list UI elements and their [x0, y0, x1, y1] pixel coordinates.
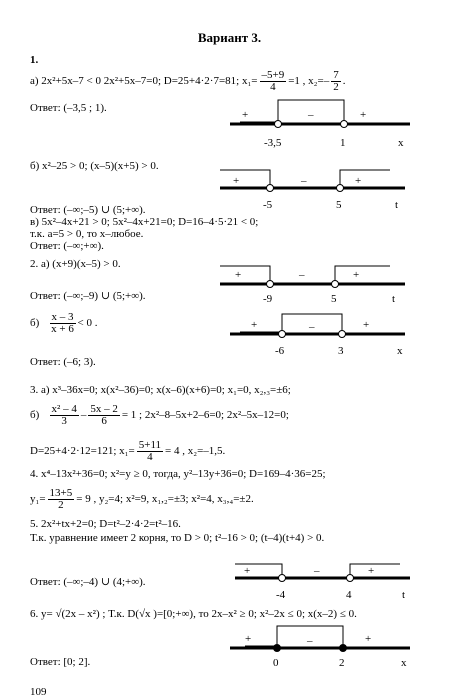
- sign-plus: +: [355, 175, 362, 187]
- problem-3d-line: [30, 440, 225, 463]
- sign-plus: +: [251, 319, 258, 331]
- problem-3a-line: 3. а) x³–36x=0; x(x²–36)=0; x(x–6)(x+6)=0; x₁=0, x₂,₃=±6;: [30, 384, 291, 396]
- sign-bracket: [245, 626, 343, 646]
- point-label: 4: [346, 589, 352, 601]
- closed-point: [274, 645, 281, 652]
- problem-2a-line: 2. а) (x+9)(x–5) > 0.: [30, 258, 121, 270]
- sign-minus: –: [301, 175, 307, 187]
- point-label: -6: [275, 345, 285, 357]
- sign-plus: +: [353, 269, 360, 281]
- fraction-num: x² – 4: [51, 403, 77, 415]
- minus-sign: –: [80, 409, 87, 422]
- fraction-3b-1: [50, 404, 79, 427]
- problem-2b-prefix: б): [30, 317, 40, 330]
- point-label: -3,5: [264, 137, 282, 149]
- number-line-3: [215, 258, 415, 308]
- fraction-den: 2: [58, 499, 64, 511]
- sign-plus: +: [245, 633, 252, 645]
- point-label: 3: [338, 345, 344, 357]
- sign-minus: –: [299, 269, 305, 281]
- sign-plus: +: [244, 565, 251, 577]
- problem-2b-suffix: < 0 .: [77, 317, 98, 330]
- fraction-4: [48, 488, 75, 511]
- sign-bracket: [350, 564, 400, 578]
- point-label: 2: [339, 657, 345, 669]
- page-number: 109: [30, 686, 47, 698]
- problem-1a-answer: Ответ: (–3,5 ; 1).: [30, 102, 107, 114]
- fraction-den: 4: [270, 81, 276, 93]
- sign-minus: –: [307, 635, 313, 647]
- sign-plus: +: [235, 269, 242, 281]
- number-line-4: [225, 308, 415, 362]
- open-point: [267, 185, 274, 192]
- problem-6-answer: Ответ: [0; 2].: [30, 656, 91, 668]
- fraction-den: 3: [61, 415, 67, 427]
- open-point: [279, 575, 286, 582]
- problem-4-y1: y₁=: [30, 493, 46, 506]
- point-label: 1: [340, 137, 346, 149]
- sign-bracket: [335, 266, 390, 283]
- variable-label: t: [395, 199, 399, 211]
- variable-label: x: [398, 137, 404, 149]
- problem-3b-rest: = 1 ; 2x²–8–5x+2–6=0; 2x²–5x–12=0;: [121, 409, 289, 422]
- sign-plus: +: [233, 175, 240, 187]
- problem-5-line1: 5. 2x²+tx+2=0; D=t²–2·4·2=t²–16.: [30, 518, 181, 530]
- point-label: 5: [336, 199, 342, 211]
- fraction-num: 5x – 2: [90, 403, 118, 415]
- problem-2b-line: [30, 312, 97, 335]
- open-point: [267, 281, 274, 288]
- open-point: [332, 281, 339, 288]
- fraction-num: –5+9: [261, 69, 285, 81]
- problem-1v-line: в) 5x²–4x+21 > 0; 5x²–4x+21=0; D=16–4·5·21 < 0;: [30, 216, 259, 228]
- number-line-2: [215, 162, 415, 212]
- point-label: 0: [273, 657, 279, 669]
- sign-bracket: [220, 266, 270, 283]
- open-point: [279, 331, 286, 338]
- problem-1b-line: б) x²–25 > 0; (x–5)(x+5) > 0.: [30, 160, 159, 172]
- problem-1a-end: .: [342, 75, 346, 88]
- sign-minus: –: [314, 565, 320, 577]
- sign-bracket: [235, 564, 282, 578]
- problem-1v-line2: т.к. a=5 > 0, то x–любое.: [30, 228, 144, 240]
- variant-title: Вариант 3.: [197, 30, 262, 45]
- variable-label: x: [397, 345, 403, 357]
- problem-3d-rest: = 4 , x₂=–1,5.: [165, 445, 226, 458]
- point-label: -5: [263, 199, 273, 211]
- sign-minus: –: [309, 321, 315, 333]
- fraction-den: x + 6: [51, 323, 74, 335]
- problem-1a-mid: =1 , x₂=–: [288, 75, 330, 88]
- fraction-num: 7: [333, 69, 339, 81]
- sign-bracket: [240, 100, 344, 122]
- number-line-6: [225, 616, 420, 670]
- open-point: [341, 121, 348, 128]
- sign-plus: +: [363, 319, 370, 331]
- fraction-2b: [50, 312, 76, 335]
- open-point: [347, 575, 354, 582]
- fraction-num: 13+5: [49, 487, 73, 499]
- fraction-3b-2: [88, 404, 120, 427]
- sign-bracket: [220, 170, 270, 187]
- sign-bracket: [340, 170, 390, 187]
- sign-plus: +: [360, 109, 367, 121]
- problem-5-answer: Ответ: (–∞;–4) ∪ (4;+∞).: [30, 576, 146, 588]
- closed-point: [340, 645, 347, 652]
- problem-1v-answer: Ответ: (–∞;+∞).: [30, 240, 104, 252]
- problem-4-line1: 4. x⁴–13x²+36=0; x²=y ≥ 0, тогда, y²–13y+36=0; D=169–4·36=25;: [30, 468, 326, 480]
- number-line-5: [230, 556, 420, 604]
- variable-label: t: [402, 589, 406, 601]
- sign-plus: +: [365, 633, 372, 645]
- fraction-3d: [137, 440, 163, 463]
- sign-minus: –: [308, 109, 314, 121]
- sign-plus: +: [368, 565, 375, 577]
- problem-1b-answer: Ответ: (–∞;–5) ∪ (5;+∞).: [30, 204, 146, 216]
- open-point: [337, 185, 344, 192]
- problem-4-rest: = 9 , y₂=4; x²=9, x₁,₂=±3; x²=4, x₃,₄=±2.: [76, 493, 254, 506]
- point-label: -4: [276, 589, 286, 601]
- fraction-den: 2: [333, 81, 339, 93]
- problem-2b-answer: Ответ: (–6; 3).: [30, 356, 96, 368]
- problem-6-line1: 6. y= √(2x – x²) ; Т.к. D(√x )=[0;+∞), то 2x–x² ≥ 0; x²–2x ≤ 0; x(x–2) ≤ 0.: [30, 608, 357, 620]
- point-label: -9: [263, 293, 273, 305]
- problem-5-line2: Т.к. уравнение имеет 2 корня, то D > 0; t²–16 > 0; (t–4)(t+4) > 0.: [30, 532, 325, 544]
- fraction-num: 5+11: [138, 439, 162, 451]
- sign-plus: +: [242, 109, 249, 121]
- number-line-1: [220, 90, 420, 150]
- fraction-num: x – 3: [51, 311, 74, 323]
- point-label: 5: [331, 293, 337, 305]
- problem-3b-line: [30, 404, 289, 427]
- problem-1a-text: а) 2x²+5x–7 < 0 2x²+5x–7=0; D=25+4·2·7=81; x₁=: [30, 75, 258, 88]
- fraction-den: 6: [101, 415, 107, 427]
- problem-3b-prefix: б): [30, 409, 40, 422]
- open-point: [339, 331, 346, 338]
- fraction-den: 4: [147, 451, 153, 463]
- open-point: [275, 121, 282, 128]
- problem-3d-text: D=25+4·2·12=121; x₁=: [30, 445, 135, 458]
- variable-label: t: [392, 293, 396, 305]
- problem-2a-answer: Ответ: (–∞;–9) ∪ (5;+∞).: [30, 290, 146, 302]
- problem-4-line2: [30, 488, 254, 511]
- problem-1-number: 1.: [30, 54, 39, 66]
- variable-label: x: [401, 657, 407, 669]
